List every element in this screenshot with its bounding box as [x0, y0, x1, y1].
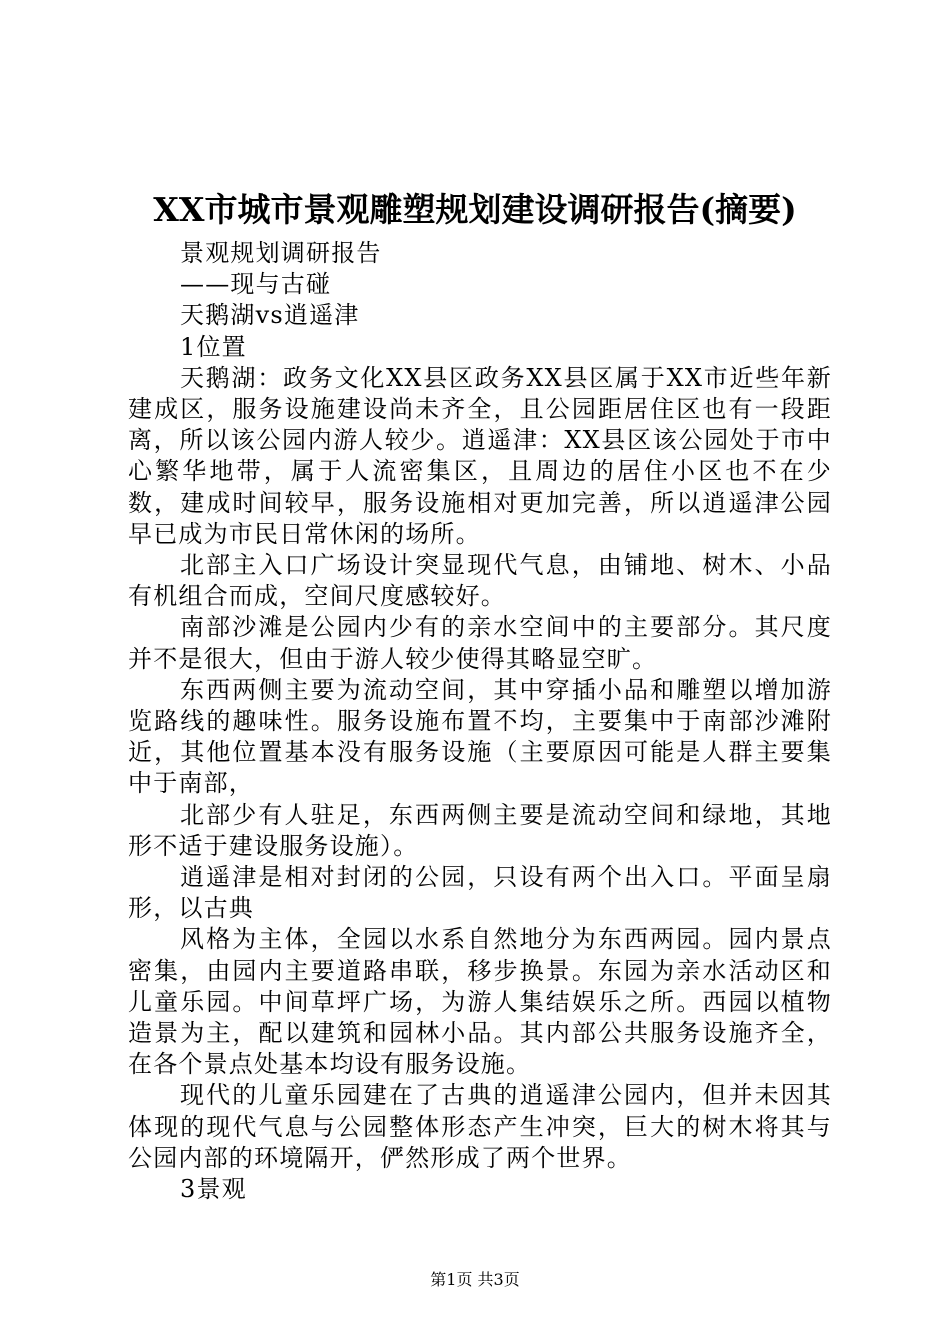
paragraph: 1位置 — [180, 332, 247, 361]
paragraph: ——现与古碰 — [180, 270, 332, 299]
paragraph: 天鹅湖vs逍遥津 — [180, 301, 360, 330]
paragraph: 景观规划调研报告 — [180, 239, 382, 267]
paragraph: 北部少有人驻足，东西两侧主要是流动空间和绿地，其地形不适于建设服务设施）。 — [128, 800, 832, 860]
paragraph: 天鹅湖：政务文化XX县区政务XX县区属于XX市近些年新建成区，服务设施建设尚未齐全，且公园距居住区也有一段距离，所以该公园内游人较少。逍遥津：XX县区该公园处于市中心繁华地带，属于人流密集区，且周边的居住小区也不在少数，建成时间较早，服务设施相对更加完善，所以逍遥津公园早已成为市民日常休闲的场所。 — [128, 363, 832, 548]
page-footer: 第1页 共3页 — [430, 1270, 520, 1289]
paragraph: 风格为主体，全园以水系自然地分为东西两园。园内景点密集，由园内主要道路串联，移步换景。东园为亲水活动区和儿童乐园。中间草坪广场，为游人集结娱乐之所。西园以植物造景为主，配以建筑和园林小品。其内部公共服务设施齐全，在各个景点处基本均设有服务设施。 — [128, 925, 832, 1079]
document-body — [128, 238, 832, 1205]
paragraph: 东西两侧主要为流动空间，其中穿插小品和雕塑以增加游览路线的趣味性。服务设施布置不均，主要集中于南部沙滩附近，其他位置基本没有服务设施（主要原因可能是人群主要集中于南部， — [128, 675, 832, 798]
paragraph: 南部沙滩是公园内少有的亲水空间中的主要部分。其尺度并不是很大，但由于游人较少使得其略显空旷。 — [128, 613, 832, 673]
paragraph: 逍遥津是相对封闭的公园，只设有两个出入口。平面呈扇形，以古典 — [128, 863, 832, 923]
paragraph: 3景观 — [180, 1175, 247, 1204]
paragraph: 现代的儿童乐园建在了古典的逍遥津公园内，但并未因其体现的现代气息与公园整体形态产生冲突，巨大的树木将其与公园内部的环境隔开，俨然形成了两个世界。 — [128, 1081, 832, 1172]
paragraph: 北部主入口广场设计突显现代气息，由铺地、树木、小品有机组合而成，空间尺度感较好。 — [128, 551, 832, 611]
document-title: XX市城市景观雕塑规划建设调研报告(摘要) — [153, 190, 797, 229]
